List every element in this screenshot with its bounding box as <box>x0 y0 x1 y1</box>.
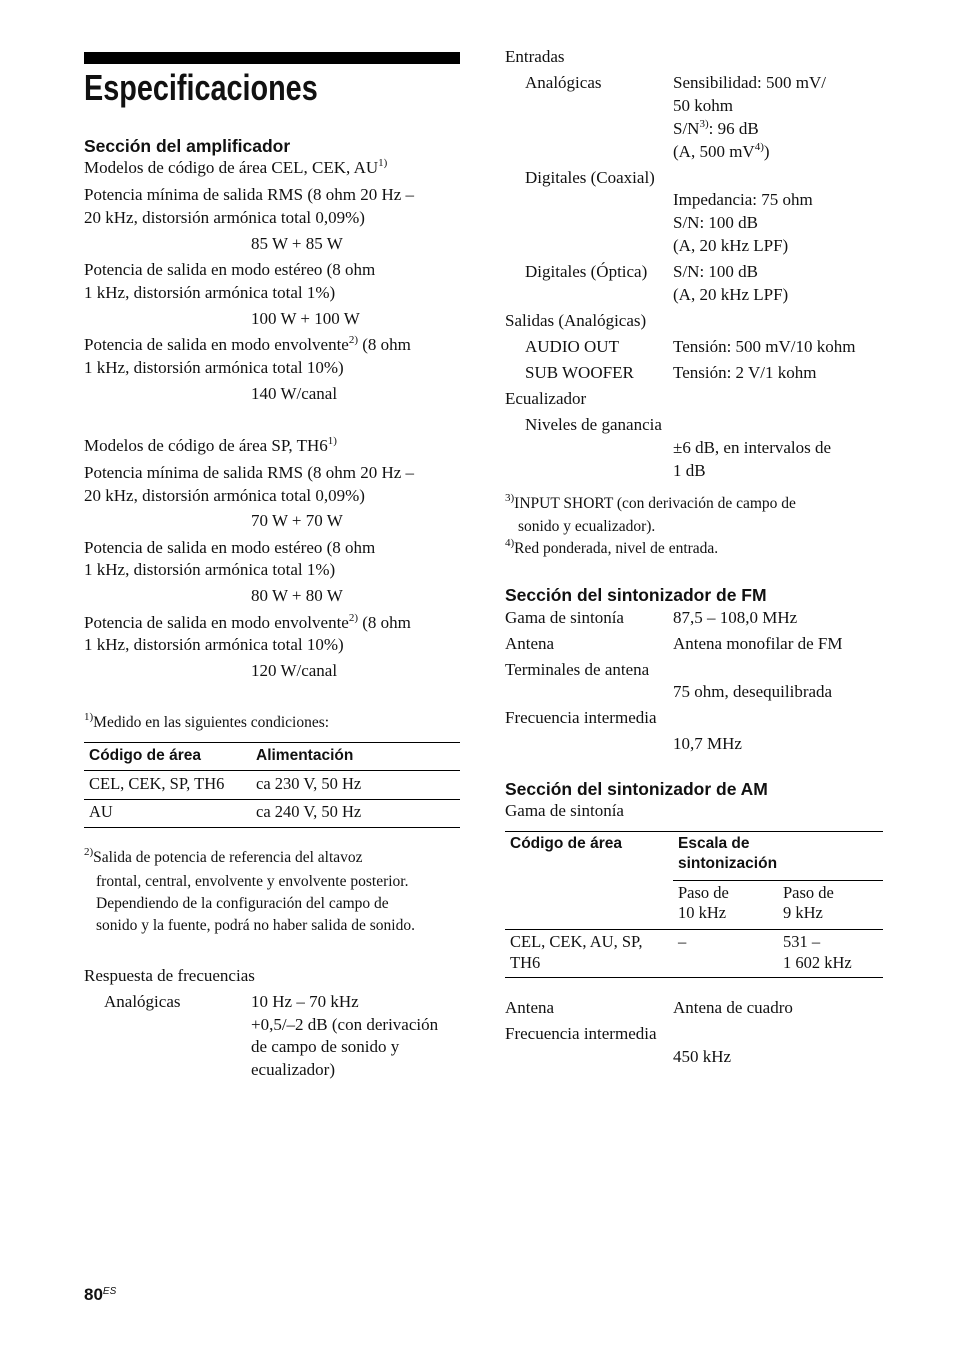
freq-value-2: +0,5/–2 dB (con derivación <box>251 1015 439 1034</box>
fm-range-value: 87,5 – 108,0 MHz <box>673 608 798 627</box>
am-if-value: 450 kHz <box>673 1047 732 1066</box>
eq-gain-label: Niveles de ganancia <box>525 415 662 434</box>
fm-antenna-value: Antena monofilar de FM <box>673 634 843 653</box>
surround-b-line2: 1 kHz, distorsión armónica total 10%) <box>84 635 344 654</box>
fm-heading: Sección del sintonizador de FM <box>505 585 767 605</box>
fm-terminals-value: 75 ohm, desequilibrada <box>673 682 833 701</box>
footnote-2-line4: sonido y la fuente, podrá no haber salida de sonido. <box>96 917 415 934</box>
footnote-4: $^{4)}$Red ponderada, nivel de entrada. <box>505 537 719 557</box>
fm-terminals-label: Terminales de antena <box>505 660 650 679</box>
power-table-header-area: Código de área <box>89 747 201 764</box>
inputs-analog-v3: $S/N^{3)}$: 96 dB <box>673 118 759 138</box>
am-table-area-1: CEL, CEK, AU, SP, <box>510 932 643 951</box>
am-table-sub-10k-1: Paso de <box>678 883 729 902</box>
inputs-coax-label: Digitales (Coaxial) <box>525 168 655 187</box>
footnote-2-line1: $^{2)}$Salida de potencia de referencia del altavoz <box>84 846 363 866</box>
rms-b-line2: 20 kHz, distorsión armónica total 0,09%) <box>84 486 365 505</box>
surround-a-line2: 1 kHz, distorsión armónica total 10%) <box>84 358 344 377</box>
am-antenna-value: Antena de cuadro <box>673 998 793 1017</box>
inputs-coax-v1: Impedancia: 75 ohm <box>673 190 813 209</box>
am-table-header-scale-1: Escala de <box>678 835 750 852</box>
rms-b-line1: Potencia mínima de salida RMS (8 ohm 20 Hz – <box>84 463 415 482</box>
outputs-audio-out-value: Tensión: 500 mV/10 kohm <box>673 337 856 356</box>
page-number: $80^{ES}$ <box>84 1285 117 1304</box>
am-table-bottom-rule <box>505 977 883 978</box>
am-table-sub-10k-2: 10 kHz <box>678 903 727 922</box>
footnote-3-line1: $^{3)}$INPUT SHORT (con derivación de campo de <box>505 492 796 512</box>
fm-if-value: 10,7 MHz <box>673 734 742 753</box>
eq-value-2: 1 dB <box>673 461 706 480</box>
outputs-sub-label: SUB WOOFER <box>525 363 634 382</box>
title-bar <box>84 52 460 64</box>
outputs-audio-out-label: AUDIO OUT <box>525 337 619 356</box>
power-table-header-rule <box>84 770 460 771</box>
surround-a-line1: Potencia de salida en modo envolvente$^{2)}$ (8 ohm <box>84 334 411 354</box>
freq-value-3: de campo de sonido y <box>251 1037 400 1056</box>
am-table-header-area: Código de área <box>510 835 622 852</box>
am-table-subheader-rule <box>673 880 883 881</box>
power-table-cell: AU <box>89 802 113 821</box>
am-table-sub-9k-2: 9 kHz <box>783 903 823 922</box>
inputs-analog-label: Analógicas <box>525 73 602 92</box>
fm-range-label: Gama de sintonía <box>505 608 624 627</box>
fm-antenna-label: Antena <box>505 634 555 653</box>
eq-label: Ecualizador <box>505 389 587 408</box>
power-table-cell: ca 230 V, 50 Hz <box>256 774 362 793</box>
freq-value-4: ecualizador) <box>251 1060 335 1079</box>
stereo-a-line1: Potencia de salida en modo estéreo (8 ohm <box>84 260 376 279</box>
rms-b-value: 70 W + 70 W <box>251 511 343 530</box>
am-table-top-rule <box>505 831 883 832</box>
surround-b-line1: Potencia de salida en modo envolvente$^{2)}$ (8 ohm <box>84 612 411 632</box>
outputs-sub-value: Tensión: 2 V/1 kohm <box>673 363 817 382</box>
footnote-3-line2: sonido y ecualizador). <box>518 518 656 535</box>
footnote-2-line3: Dependiendo de la configuración del campo de <box>96 895 389 912</box>
inputs-optical-label: Digitales (Óptica) <box>525 262 648 281</box>
fm-if-label: Frecuencia intermedia <box>505 708 657 727</box>
rms-a-value: 85 W + 85 W <box>251 234 343 253</box>
inputs-optical-v1: S/N: 100 dB <box>673 262 759 281</box>
rms-a-line1: Potencia mínima de salida RMS (8 ohm 20 Hz – <box>84 185 415 204</box>
surround-b-value: 120 W/canal <box>251 661 338 680</box>
power-table-header-supply: Alimentación <box>256 747 354 764</box>
eq-value-1: ±6 dB, en intervalos de <box>673 438 832 457</box>
models-b: Modelos de código de área SP, TH6$^{1)}$ <box>84 435 337 455</box>
am-range-label: Gama de sintonía <box>505 801 624 820</box>
freq-response-label: Respuesta de frecuencias <box>84 966 255 985</box>
power-table-cell: ca 240 V, 50 Hz <box>256 802 362 821</box>
inputs-analog-v2: 50 kohm <box>673 96 733 115</box>
am-table-area-2: TH6 <box>510 953 541 972</box>
am-table-header-scale-2: sintonización <box>678 855 778 872</box>
outputs-label: Salidas (Analógicas) <box>505 311 647 330</box>
stereo-b-line1: Potencia de salida en modo estéreo (8 ohm <box>84 538 376 557</box>
inputs-analog-v1: Sensibilidad: 500 mV/ <box>673 73 826 92</box>
inputs-optical-v2: (A, 20 kHz LPF) <box>673 285 789 304</box>
am-table-9k-value-2: 1 602 kHz <box>783 953 852 972</box>
freq-value-1: 10 Hz – 70 kHz <box>251 992 359 1011</box>
page-title: Especificaciones <box>84 67 318 108</box>
am-heading: Sección del sintonizador de AM <box>505 779 768 799</box>
inputs-coax-v3: (A, 20 kHz LPF) <box>673 236 789 255</box>
am-table-header-rule <box>505 929 883 930</box>
inputs-coax-v2: S/N: 100 dB <box>673 213 759 232</box>
freq-analog-label: Analógicas <box>104 992 181 1011</box>
power-table-row-rule <box>84 799 460 800</box>
power-table-cell: CEL, CEK, SP, TH6 <box>89 774 225 793</box>
stereo-a-line2: 1 kHz, distorsión armónica total 1%) <box>84 283 336 302</box>
am-table-sub-9k-1: Paso de <box>783 883 834 902</box>
am-table-10k-value: – <box>678 932 687 951</box>
surround-a-value: 140 W/canal <box>251 384 338 403</box>
inputs-label: Entradas <box>505 47 565 66</box>
amplifier-heading: Sección del amplificador <box>84 136 291 156</box>
am-if-label: Frecuencia intermedia <box>505 1024 657 1043</box>
am-antenna-label: Antena <box>505 998 555 1017</box>
footnote-1: $^{1)}$Medido en las siguientes condiciones: <box>84 711 330 731</box>
rms-a-line2: 20 kHz, distorsión armónica total 0,09%) <box>84 208 365 227</box>
inputs-analog-v4: (A, 500 $mV^{4)}$) <box>673 141 770 161</box>
stereo-b-line2: 1 kHz, distorsión armónica total 1%) <box>84 560 336 579</box>
models-a: Modelos de código de área CEL, CEK, AU$^{1)}$ <box>84 157 388 177</box>
power-table-bottom-rule <box>84 827 460 828</box>
footnote-2-line2: frontal, central, envolvente y envolvente posterior. <box>96 873 409 890</box>
stereo-a-value: 100 W + 100 W <box>251 309 360 328</box>
power-table-top-rule <box>84 742 460 743</box>
am-table-9k-value-1: 531 – <box>783 932 821 951</box>
stereo-b-value: 80 W + 80 W <box>251 586 343 605</box>
